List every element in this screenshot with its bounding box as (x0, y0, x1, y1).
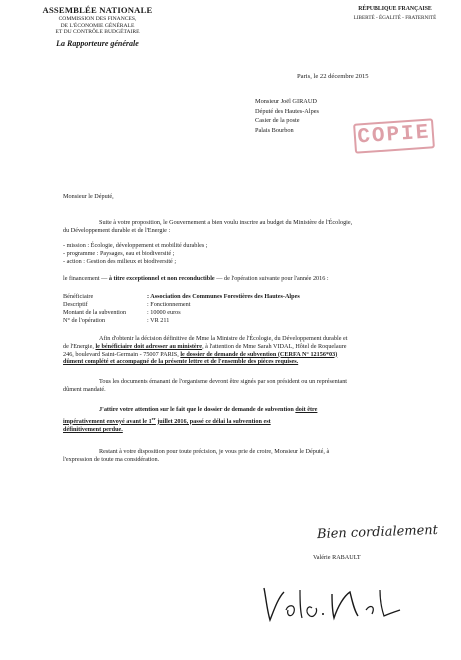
recipient-address (255, 97, 319, 135)
text-line: Afin d'obtenir la décision définitive de Mme la Ministre de l'Écologie, du Développement durable et (99, 335, 348, 342)
detail-label: Bénéficiaire (63, 293, 94, 300)
organization-name: ASSEMBLÉE NATIONALE (42, 5, 153, 15)
documents-paragraph (63, 378, 429, 394)
commission-line: ET DU CONTRÔLE BUDGÉTAIRE (55, 29, 140, 36)
text-line: l'expression de toute ma considération. (63, 455, 160, 463)
letterhead-left (30, 5, 165, 48)
text-line (63, 415, 429, 427)
budget-line: - programme : Paysages, eau et biodiversité ; (63, 249, 175, 257)
closing-paragraph (63, 448, 429, 464)
budget-line: - action : Gestion des milieux et biodiversité ; (63, 257, 177, 265)
detail-value: : VR 211 (147, 317, 170, 324)
decision-paragraph (63, 335, 429, 366)
financing-emphasis: à titre exceptionnel et non reconductible (108, 275, 215, 282)
superscript: er (151, 415, 156, 421)
recipient-line: Député des Hautes-Alpes (255, 107, 319, 115)
signature-image (258, 584, 418, 624)
recipient-line: Palais Bourbon (255, 126, 294, 134)
text-span: juillet 2016, passé ce délai la subvention est (155, 417, 271, 425)
detail-row-description (63, 301, 190, 309)
place-date: Paris, le 22 décembre 2015 (297, 73, 369, 80)
text-line: Restant à votre disposition pour toute précision, je vous prie de croire, Monsieur le Député, à (99, 448, 330, 455)
commission-line: DE L'ÉCONOMIE GÉNÉRALE (60, 22, 135, 29)
intro-paragraph (63, 219, 429, 235)
text-line (63, 351, 429, 359)
detail-value: : Fonctionnement (147, 301, 191, 308)
text-span: de l'Energie, (63, 342, 96, 350)
financing-text: le financement — (63, 275, 109, 282)
text-span: 246, boulevard Saint-Germain - 75007 PARIS, (63, 350, 181, 358)
detail-value: : Association des Communes Forestières des Hautes-Alpes (147, 293, 300, 300)
text-line (63, 406, 429, 415)
text-span: J'attire votre attention sur le fait que le dossier de demande de subvention (99, 406, 296, 413)
detail-row-operation (63, 317, 169, 325)
detail-row-amount (63, 309, 181, 317)
text-line: Suite à votre proposition, le Gouvernement a bien voulu inscrire au budget du Ministère de l'Écologie, (99, 219, 353, 226)
commission-line: COMMISSION DES FINANCES, (58, 16, 137, 22)
recipient-line: Monsieur Joël GIRAUD (255, 98, 317, 105)
text-line: Tous les documents émanant de l'organisme devront être signés par son président ou un représentant (99, 378, 348, 385)
signatory-name: Valérie RABAULT (313, 554, 361, 561)
financing-line (63, 275, 329, 283)
author-role: La Rapporteure générale (56, 38, 139, 48)
commission-name (30, 16, 165, 36)
budget-line: - mission : Écologie, développement et mobilité durables ; (63, 242, 208, 249)
detail-value: : 10000 euros (147, 309, 181, 316)
text-line (63, 343, 429, 351)
detail-label: Montant de la subvention (63, 309, 127, 316)
detail-label: N° de l'opération (63, 317, 106, 324)
budget-lines (63, 242, 208, 265)
financing-text: — de l'opération suivante pour l'année 2016 : (214, 275, 329, 282)
recipient-line: Casier de la poste (255, 117, 300, 124)
text-line: du Développement durable et de l'Energie : (63, 226, 171, 234)
copy-stamp: COPIE (353, 118, 435, 154)
text-line: dûment mandaté. (63, 385, 106, 393)
text-span: impérativement envoyé avant le 1 (63, 417, 152, 425)
text-span: , à l'attention de Mme Sarah VIDAL, Hôtel de Roquelaure (202, 342, 347, 350)
text-emphasis: le bénéficiaire doit adresser au ministère (95, 342, 203, 350)
handwritten-closing: Bien cordialement (316, 522, 439, 543)
text-emphasis: doit être (295, 406, 318, 413)
letterhead-right (335, 5, 455, 22)
text-line: dûment complété et accompagné de la présente lettre et de l'ensemble des pièces requises. (63, 358, 299, 366)
detail-row-beneficiary (63, 293, 300, 301)
republic-motto: LIBERTÉ - ÉGALITÉ - FRATERNITÉ (353, 15, 437, 21)
text-line: définitivement perdue. (63, 426, 123, 434)
text-emphasis: le dossier de demande de subvention (CERFA N° 12156*03) (180, 350, 338, 358)
republic-title: RÉPUBLIQUE FRANÇAISE (358, 6, 432, 12)
attention-paragraph (63, 406, 429, 435)
salutation: Monsieur le Député, (63, 193, 114, 200)
detail-label: Descriptif (63, 301, 88, 308)
